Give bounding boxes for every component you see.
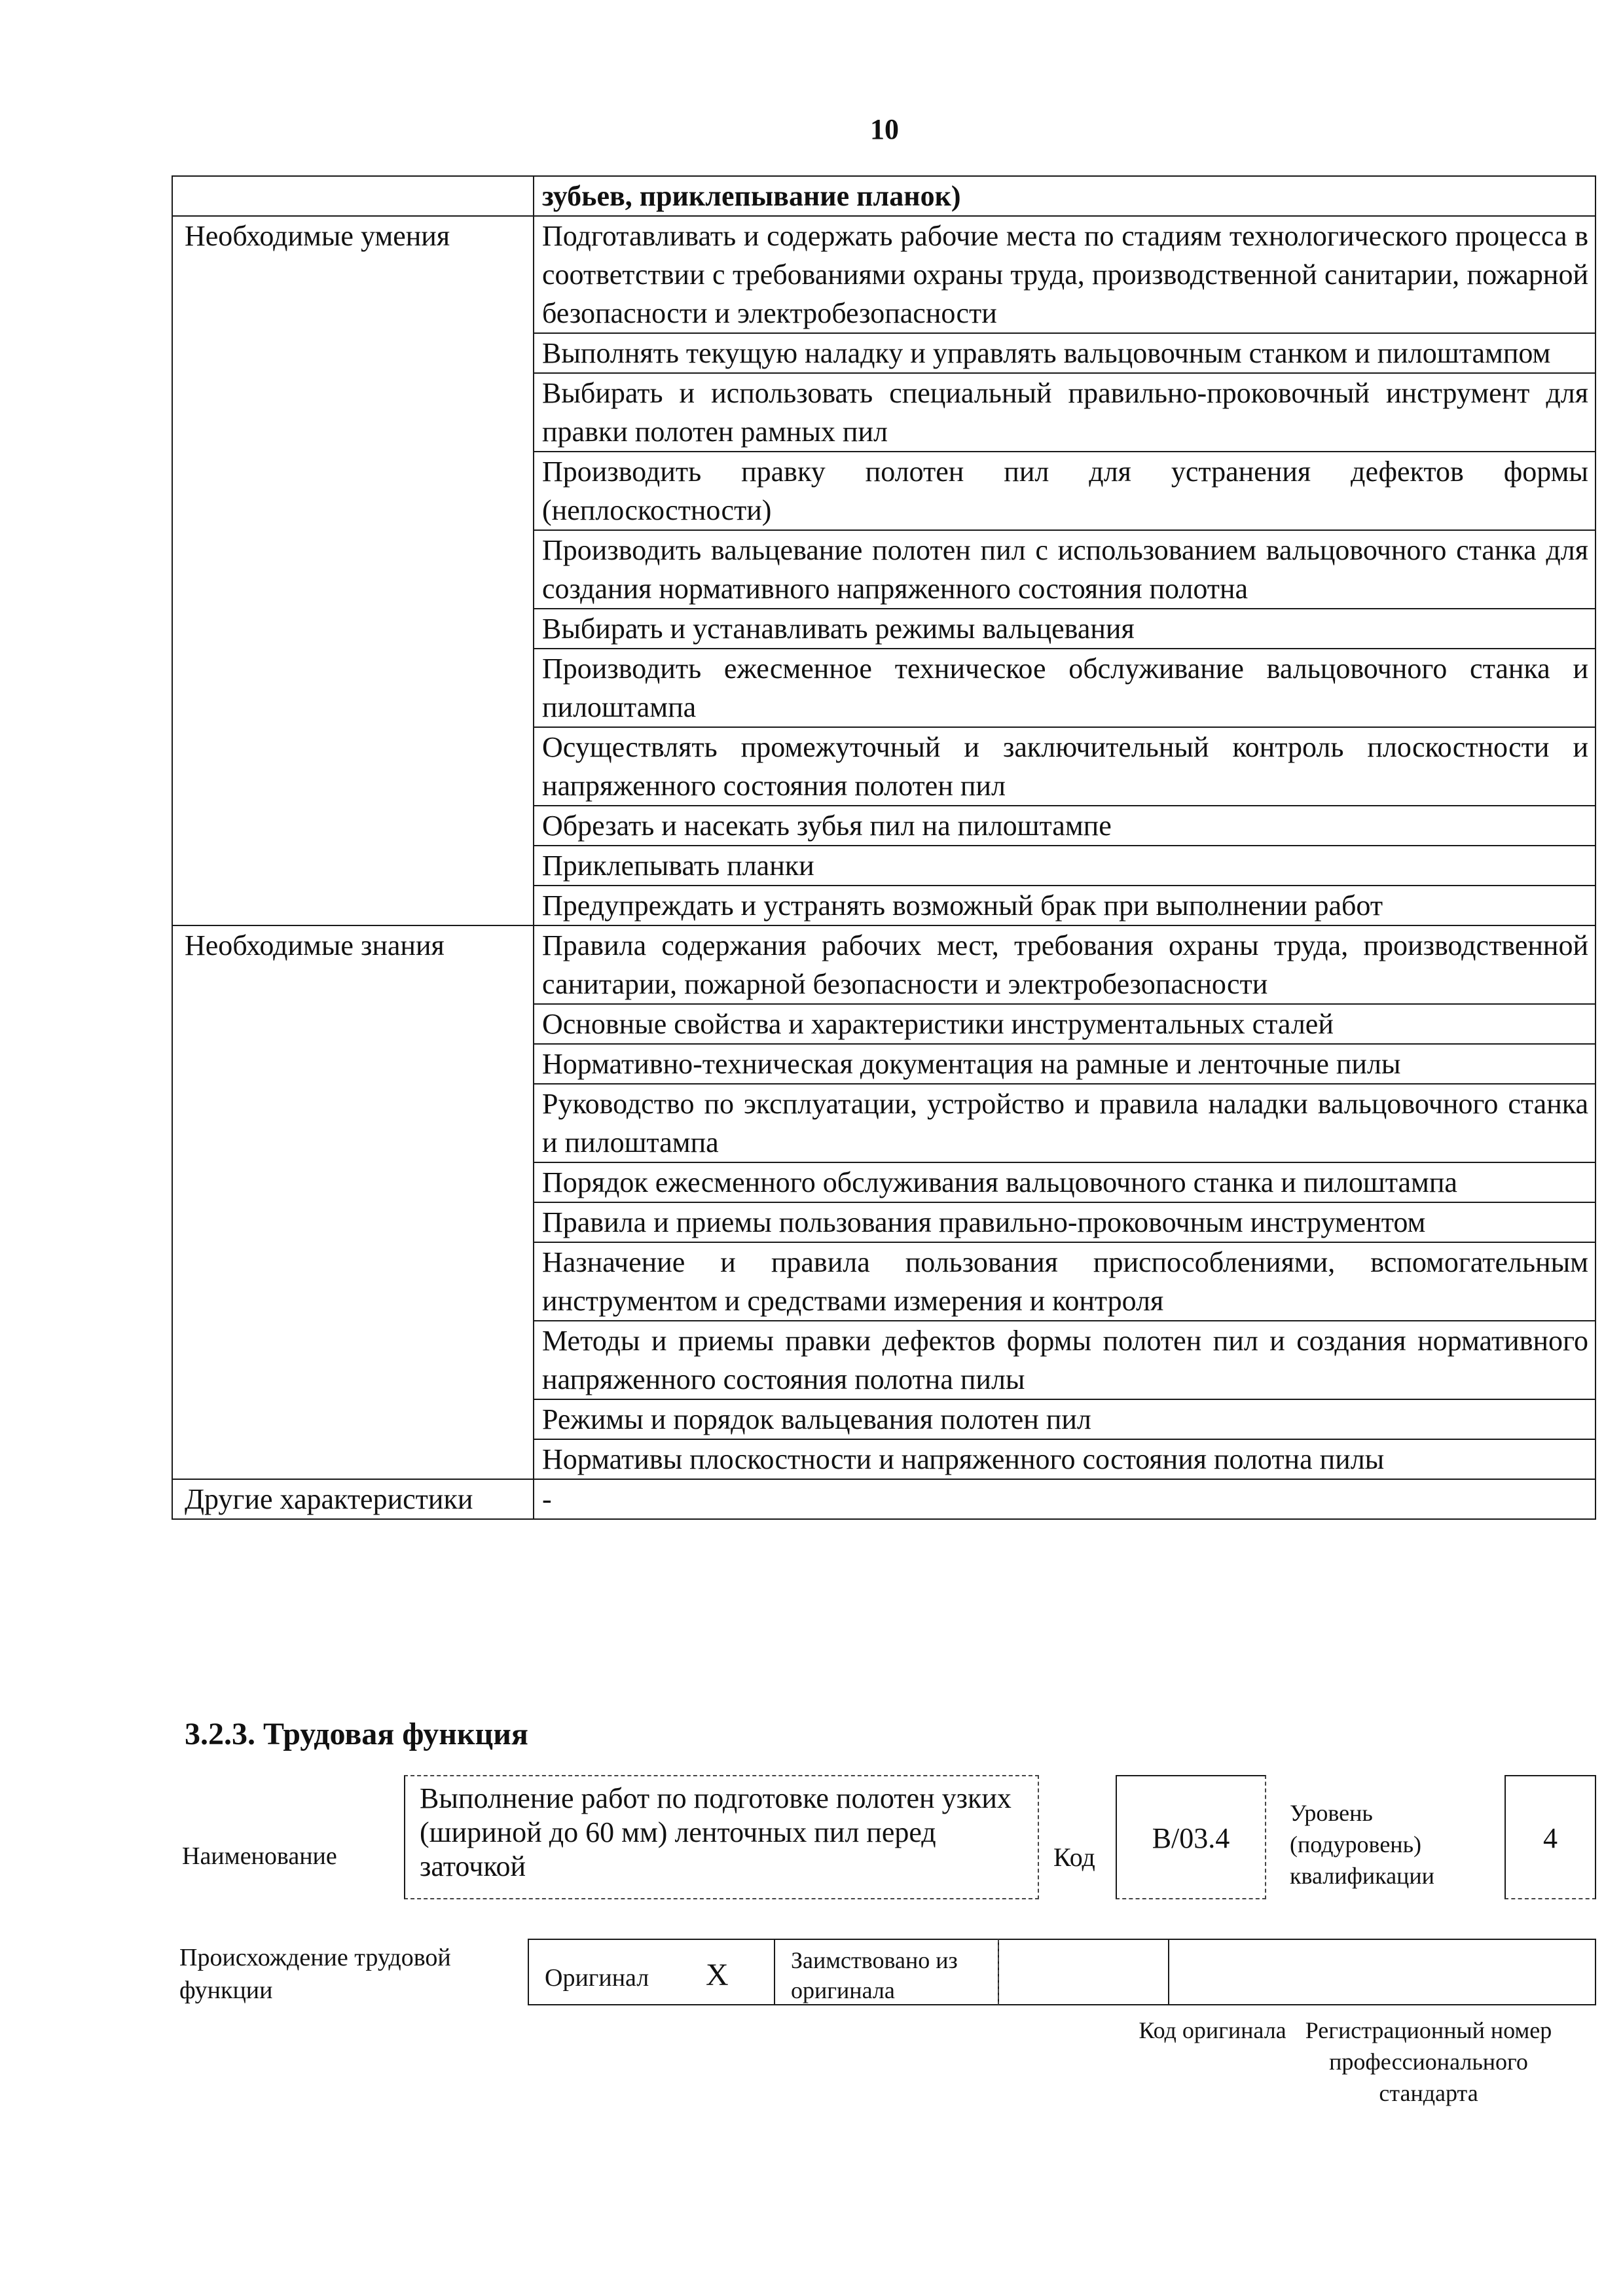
row-item: Правила содержания рабочих мест, требования охраны труда, производственной санитарии, пожарной безопасности и электробезопасности bbox=[534, 925, 1596, 1004]
row-item: Порядок ежесменного обслуживания вальцовочного станка и пилоштампа bbox=[534, 1162, 1596, 1202]
row-item: - bbox=[534, 1479, 1596, 1519]
row-item: Приклепывать планки bbox=[534, 846, 1596, 886]
row-item: Выбирать и устанавливать режимы вальцевания bbox=[534, 609, 1596, 649]
table-row bbox=[172, 216, 1596, 333]
row-label: Необходимые умения bbox=[172, 216, 534, 925]
row-item: Методы и приемы правки дефектов формы полотен пил и создания нормативного напряженного состояния полотна пилы bbox=[534, 1321, 1596, 1399]
row-item: Выполнять текущую наладку и управлять вальцовочным станком и пилоштампом bbox=[534, 333, 1596, 373]
original-code-cell bbox=[998, 1939, 1169, 2005]
row-item: Осуществлять промежуточный и заключительный контроль плоскостности и напряженного состояния полотен пил bbox=[534, 727, 1596, 806]
row-item: Выбирать и использовать специальный правильно-проковочный инструмент для правки полотен рамных пил bbox=[534, 373, 1596, 452]
row-label: Необходимые знания bbox=[172, 925, 534, 1479]
table-row bbox=[172, 1479, 1596, 1519]
row-item: зубьев, приклепывание планок) bbox=[534, 176, 1596, 216]
code-label: Код bbox=[1053, 1842, 1095, 1872]
row-item: Нормативы плоскостности и напряженного состояния полотна пилы bbox=[534, 1439, 1596, 1479]
row-item: Обрезать и насекать зубья пил на пилоштампе bbox=[534, 806, 1596, 846]
row-item: Правила и приемы пользования правильно-проковочным инструментом bbox=[534, 1202, 1596, 1242]
row-item: Режимы и порядок вальцевания полотен пил bbox=[534, 1399, 1596, 1439]
borrowed-label: Заимствовано из оригинала bbox=[774, 1939, 999, 2005]
original-cell bbox=[528, 1939, 775, 2005]
row-item: Назначение и правила пользования приспособлениями, вспомогательным инструментом и средствами измерения и контроля bbox=[534, 1242, 1596, 1321]
row-item: Производить правку полотен пил для устранения дефектов формы (неплоскостности) bbox=[534, 452, 1596, 530]
original-mark: X bbox=[706, 1958, 729, 1992]
registration-number-cell bbox=[1168, 1939, 1596, 2005]
section-title: 3.2.3. Трудовая функция bbox=[185, 1717, 528, 1751]
table-row bbox=[172, 176, 1596, 216]
row-label bbox=[172, 176, 534, 216]
row-item: Подготавливать и содержать рабочие места по стадиям технологического процесса в соответствии с требованиями охраны труда, производственной санитарии, пожарной безопасности и электробезопасности bbox=[534, 216, 1596, 333]
skills-knowledge-table bbox=[172, 175, 1596, 1520]
name-label: Наименование bbox=[182, 1842, 337, 1870]
row-item: Основные свойства и характеристики инструментальных сталей bbox=[534, 1004, 1596, 1044]
code-value: B/03.4 bbox=[1116, 1775, 1266, 1899]
table-row bbox=[172, 925, 1596, 1004]
row-item: Производить ежесменное техническое обслуживание вальцовочного станка и пилоштампа bbox=[534, 649, 1596, 727]
page-number: 10 bbox=[870, 113, 899, 145]
level-label: Уровень (подуровень) квалификации bbox=[1290, 1800, 1434, 1889]
row-item: Производить вальцевание полотен пил с использованием вальцовочного станка для создания нормативного напряженного состояния полотна bbox=[534, 530, 1596, 609]
caption-original-code: Код оригинала bbox=[1139, 2017, 1286, 2043]
function-name-value: Выполнение работ по подготовке полотен узких (шириной до 60 мм) ленточных пил перед заточкой bbox=[404, 1775, 1039, 1899]
original-label: Оригинал bbox=[545, 1964, 649, 1992]
caption-registration-number: Регистрационный номер профессионального стандарта bbox=[1305, 2017, 1552, 2106]
row-item: Предупреждать и устранять возможный брак при выполнении работ bbox=[534, 886, 1596, 925]
row-label: Другие характеристики bbox=[172, 1479, 534, 1519]
row-item: Руководство по эксплуатации, устройство и правила наладки вальцовочного станка и пилоштампа bbox=[534, 1084, 1596, 1162]
level-value: 4 bbox=[1504, 1775, 1596, 1899]
origin-row bbox=[528, 1939, 1596, 2005]
origin-label: Происхождение трудовой функции bbox=[179, 1944, 451, 2004]
row-item: Нормативно-техническая документация на рамные и ленточные пилы bbox=[534, 1044, 1596, 1084]
